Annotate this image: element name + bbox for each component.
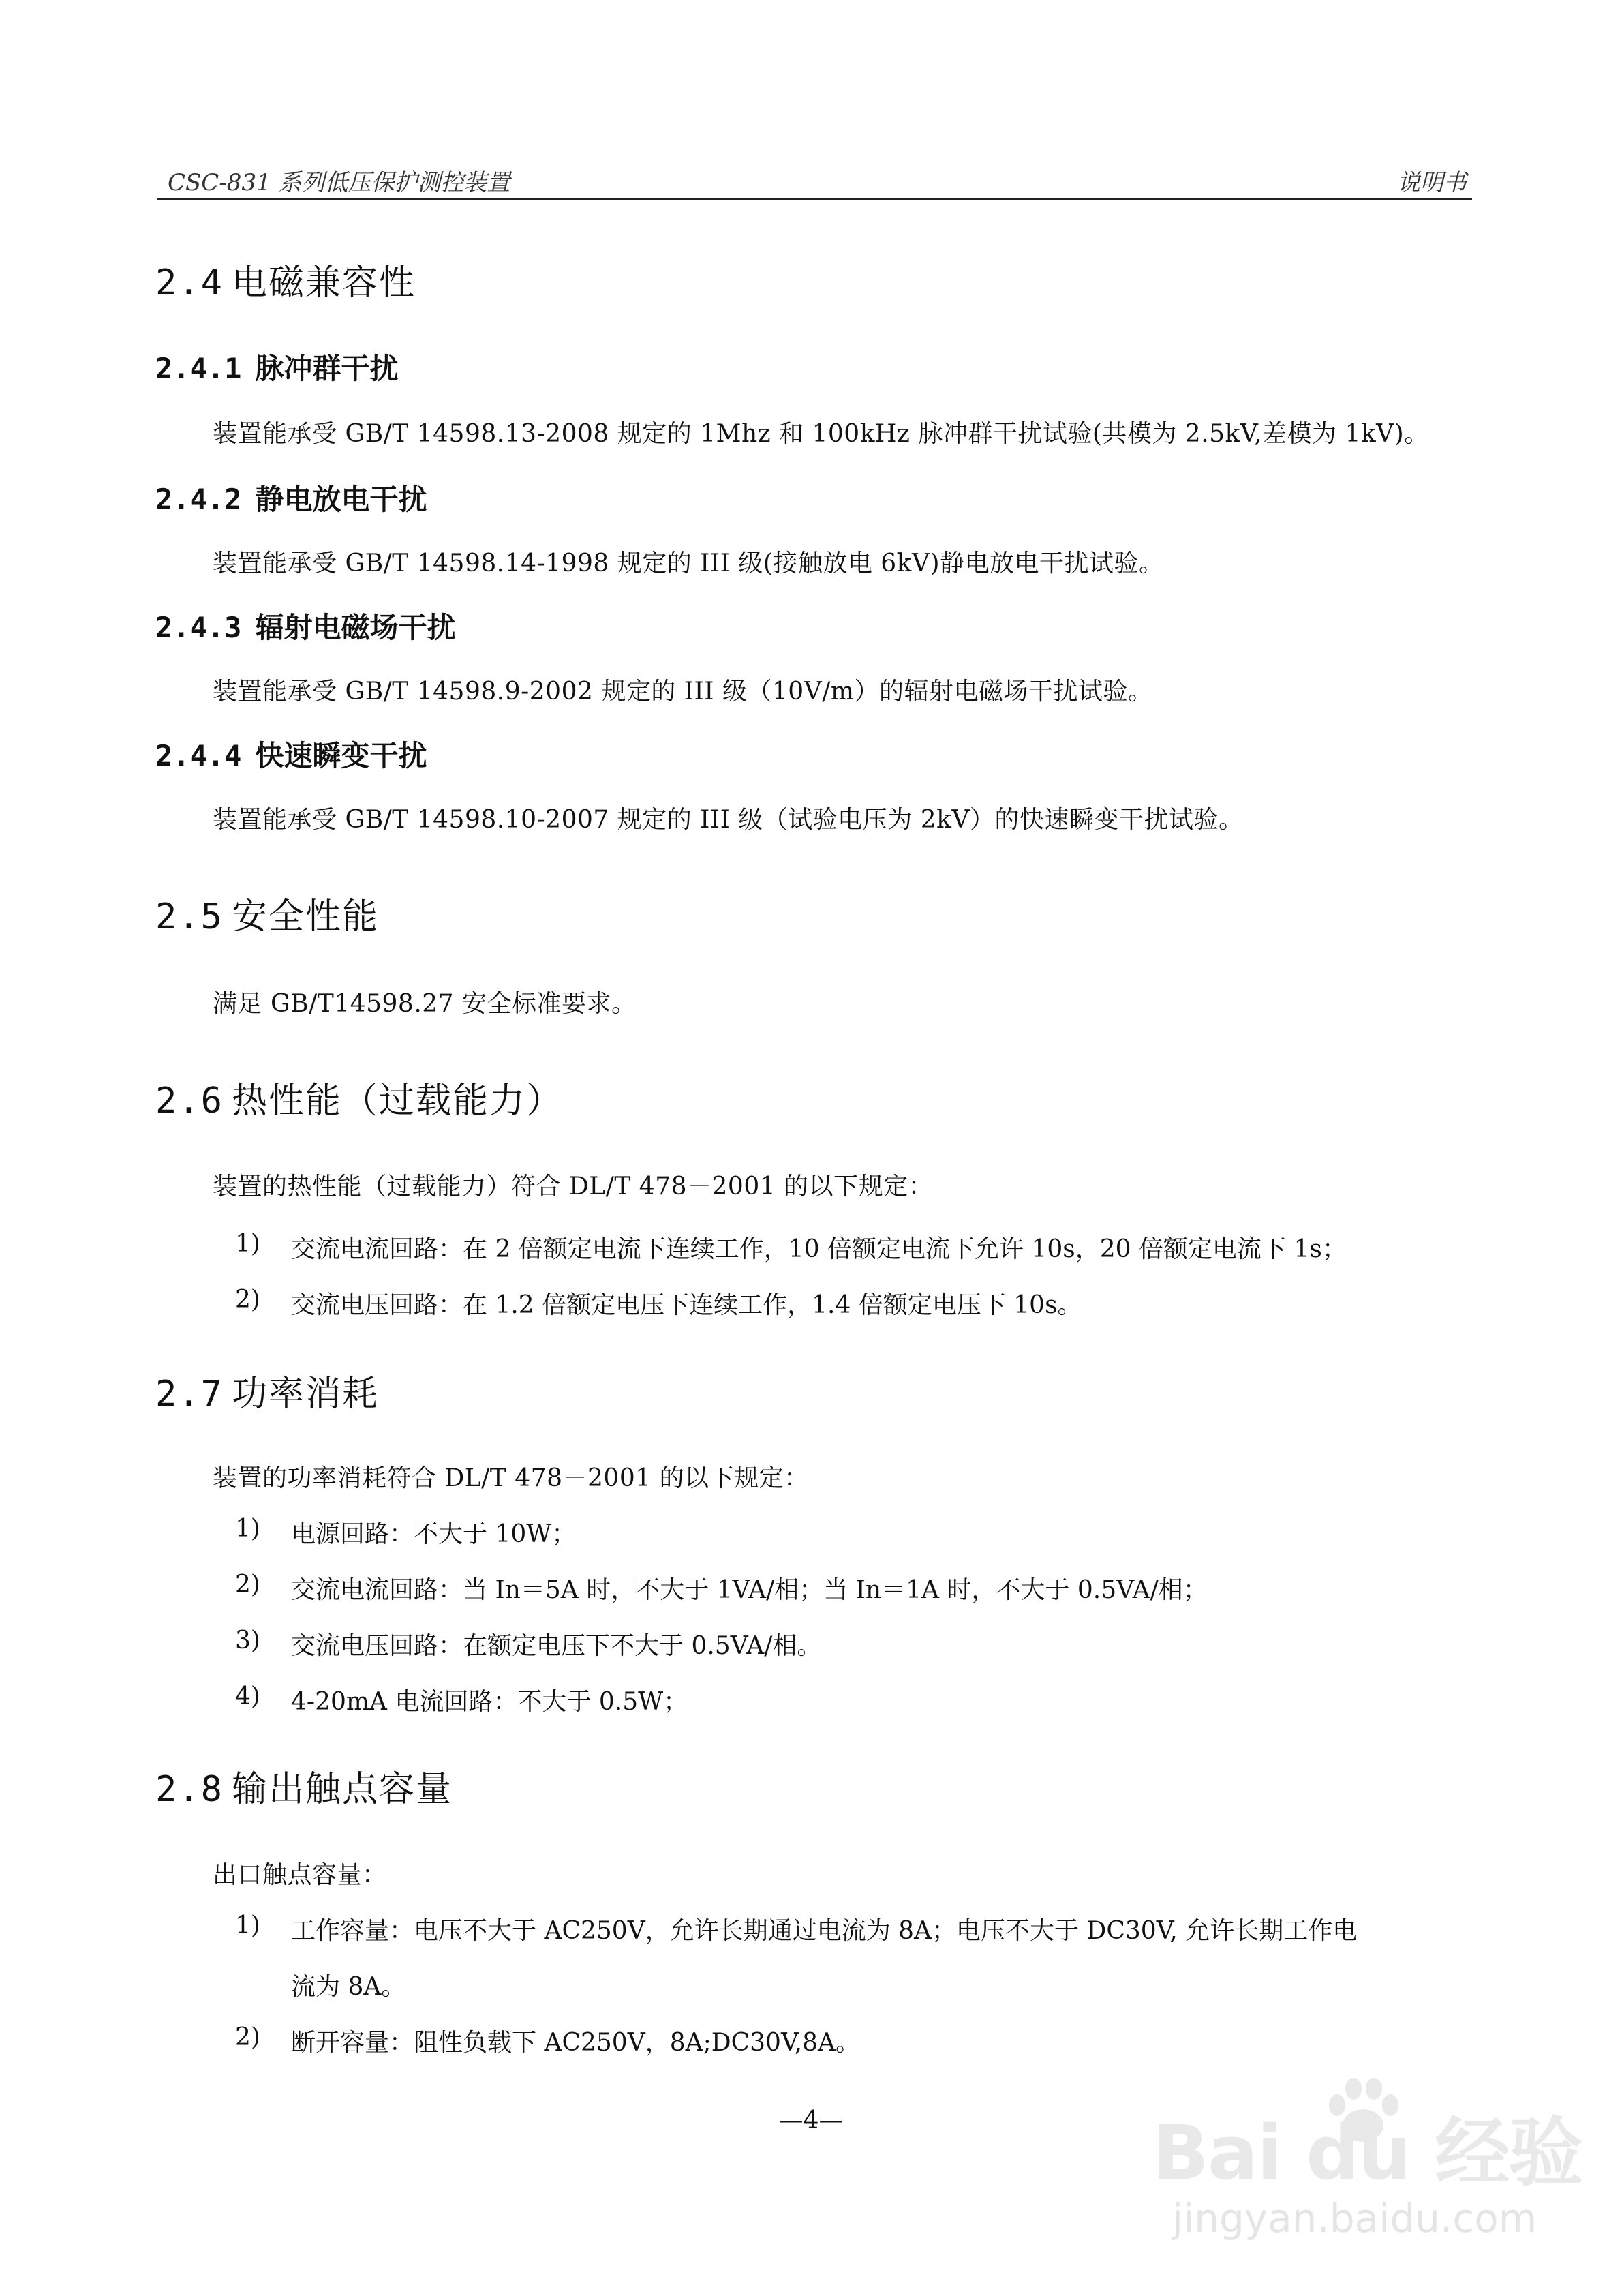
- heading-2-5: [155, 888, 379, 939]
- list-text: 交流电压回路：在额定电压下不大于 0.5VA/相。: [291, 1632, 822, 1660]
- list-text: 4-20mA 电流回路：不大于 0.5W；: [291, 1688, 688, 1716]
- list-text: 交流电流回路：在 2 倍额定电流下连续工作，10 倍额定电流下允许 10s，20 倍额定电流下 1s；: [291, 1235, 1347, 1263]
- paragraph-2-6: 装置的热性能（过载能力）符合 DL/T 478－2001 的以下规定：: [213, 1173, 934, 1200]
- heading-2-4-1: [155, 346, 398, 387]
- paragraph-2-7: 装置的功率消耗符合 DL/T 478－2001 的以下规定：: [213, 1464, 809, 1492]
- page-header: [157, 155, 1472, 200]
- watermark-logo-text: Bai du 经验: [1152, 2109, 1582, 2196]
- header-title: CSC-831 系列低压保护测控装置: [168, 169, 510, 196]
- paragraph-2-5: 满足 GB/T14598.27 安全标准要求。: [213, 990, 637, 1018]
- list-marker: 4): [235, 1682, 260, 1710]
- list-text: 流为 8A。: [291, 1973, 406, 2001]
- list-text: 电源回路：不大于 10W；: [291, 1520, 577, 1548]
- paragraph-2-8: 出口触点容量：: [213, 1861, 387, 1889]
- heading-text: 输出触点容量: [232, 1769, 453, 1810]
- heading-2-7: [155, 1365, 379, 1416]
- page-number: —4—: [778, 2106, 844, 2134]
- paragraph-2-4-3: 装置能承受 GB/T 14598.9-2002 规定的 III 级（10V/m）的辐射电磁场干扰试验。: [213, 678, 1153, 706]
- heading-2-8: [155, 1760, 453, 1811]
- list-marker: 1): [235, 1515, 260, 1543]
- heading-text: 电磁兼容性: [232, 262, 416, 303]
- heading-number: 2.8: [155, 1769, 224, 1810]
- heading-2-4-4: [155, 734, 427, 774]
- paragraph-2-4-1: 装置能承受 GB/T 14598.13-2008 规定的 1Mhz 和 100kHz 脉冲群干扰试验(共模为 2.5kV,差模为 1kV)。: [213, 420, 1429, 448]
- heading-number: 2.4.2: [155, 483, 242, 516]
- heading-text: 辐射电磁场干扰: [255, 611, 456, 644]
- heading-number: 2.4.4: [155, 739, 242, 772]
- baidu-watermark: [1152, 2072, 1582, 2263]
- list-text: 工作容量：电压不大于 AC250V，允许长期通过电流为 8A；电压不大于 DC30V, 允许长期工作电: [291, 1917, 1358, 1945]
- heading-text: 快速瞬变干扰: [255, 739, 427, 772]
- heading-2-6: [155, 1072, 563, 1123]
- list-text: 交流电压回路：在 1.2 倍额定电压下连续工作，1.4 倍额定电压下 10s。: [291, 1291, 1082, 1319]
- heading-number: 2.7: [155, 1374, 224, 1415]
- heading-text: 安全性能: [232, 896, 380, 937]
- heading-text: 脉冲群干扰: [255, 352, 399, 385]
- heading-2-4-2: [155, 477, 427, 518]
- list-marker: 1): [235, 1912, 260, 1939]
- heading-2-4: [155, 254, 416, 305]
- heading-text: 功率消耗: [232, 1374, 380, 1415]
- list-text: 交流电流回路：当 In＝5A 时，不大于 1VA/相；当 In＝1A 时，不大于 0.5VA/相；: [291, 1576, 1208, 1604]
- watermark-url: jingyan.baidu.com: [1172, 2195, 1537, 2241]
- heading-number: 2.5: [155, 896, 224, 937]
- list-marker: 2): [235, 2023, 260, 2051]
- heading-text: 热性能（过载能力）: [232, 1081, 564, 1121]
- header-doc-type: 说明书: [1397, 169, 1467, 196]
- paragraph-2-4-2: 装置能承受 GB/T 14598.14-1998 规定的 III 级(接触放电 6kV)静电放电干扰试验。: [213, 549, 1164, 577]
- heading-number: 2.4.1: [155, 352, 242, 385]
- list-text: 断开容量：阻性负载下 AC250V，8A;DC30V,8A。: [291, 2029, 860, 2057]
- list-marker: 2): [235, 1286, 260, 1314]
- heading-text: 静电放电干扰: [255, 483, 427, 516]
- list-marker: 2): [235, 1571, 260, 1599]
- heading-number: 2.4.3: [155, 611, 242, 644]
- list-marker: 1): [235, 1230, 260, 1258]
- heading-number: 2.4: [155, 262, 224, 303]
- heading-2-4-3: [155, 605, 455, 646]
- heading-number: 2.6: [155, 1081, 224, 1121]
- paragraph-2-4-4: 装置能承受 GB/T 14598.10-2007 规定的 III 级（试验电压为 2kV）的快速瞬变干扰试验。: [213, 806, 1244, 834]
- list-marker: 3): [235, 1627, 260, 1655]
